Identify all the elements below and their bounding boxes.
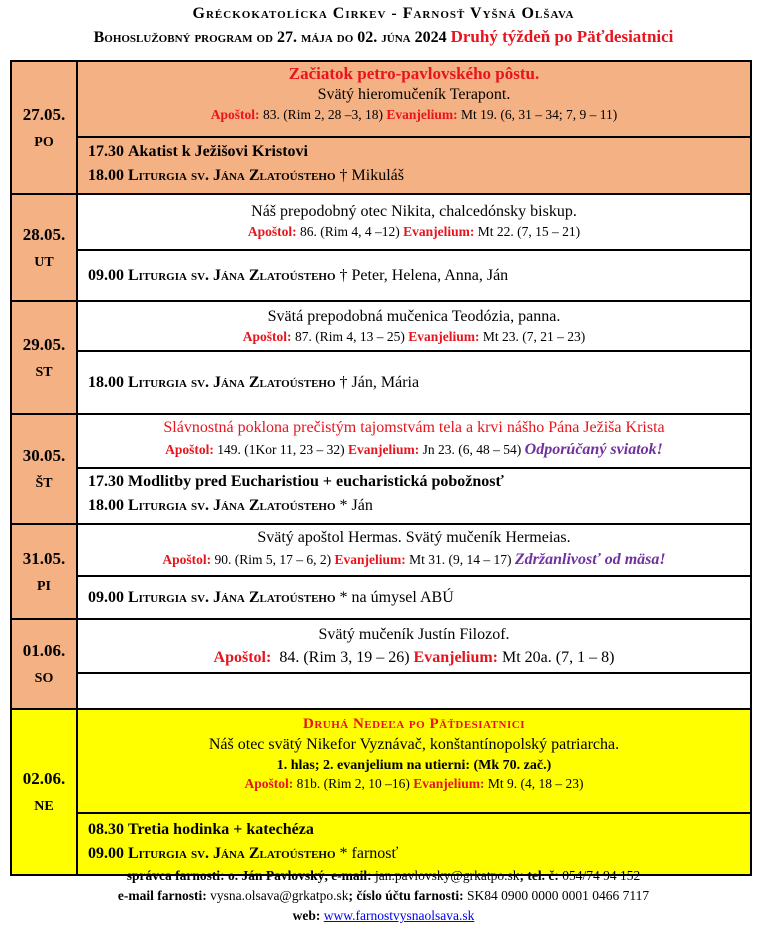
date: 28.05. [22, 224, 66, 244]
liturgical-info [78, 62, 750, 138]
services [78, 469, 750, 518]
tone: 1. hlas; 2. evanjelium na utierni: (Mk 70. zač.) [276, 758, 552, 773]
service-item: 09.00 Liturgia sv. Jána Zlatoústeho * farnosť [88, 845, 399, 862]
services [78, 814, 750, 866]
date-cell [12, 62, 78, 193]
liturgical-info [78, 302, 750, 352]
date-cell [12, 525, 78, 618]
date-cell [12, 620, 78, 708]
service-item: 09.00 Liturgia sv. Jána Zlatoústeho † Peter, Helena, Anna, Ján [88, 266, 509, 284]
services [78, 352, 750, 413]
date-cell [12, 302, 78, 413]
readings: Apoštol: 90. (Rim 5, 17 – 6, 2) Evanjelium: Mt 31. (9, 14 – 17) Zdržanlivosť od mäsa! [162, 551, 666, 568]
week-label: Druhý týždeň po Päťdesiatnici [450, 27, 674, 46]
weekday: ŠT [35, 476, 53, 491]
services [78, 138, 750, 188]
liturgical-info [78, 195, 750, 251]
day-row [12, 62, 750, 195]
page-title: Gréckokatolícka Cirkev - Farnosť Vyšná Olšava [192, 5, 575, 22]
saint-of-day: Náš prepodobný otec Nikita, chalcedónsky biskup. [251, 203, 577, 220]
service-item: 18.00 Liturgia sv. Jána Zlatoústeho † Ján, Mária [88, 373, 420, 391]
web-link[interactable]: www.farnostvysnaolsava.sk [323, 908, 475, 923]
date: 29.05. [22, 334, 66, 354]
liturgical-info [78, 525, 750, 577]
readings: Apoštol: 87. (Rim 4, 13 – 25) Evanjelium: Mt 23. (7, 21 – 23) [242, 329, 586, 344]
date: 02.06. [22, 769, 66, 788]
liturgical-info [78, 620, 750, 674]
footer-line-parish: e-mail farnosti: vysna.olsava@grkatpo.sk; číslo účtu farnosti: SK84 0900 0000 0001 0466 7117 [117, 888, 650, 903]
program-label: Bohoslužobný program od 27. mája do 02. júna 2024 [93, 29, 447, 46]
day-row [12, 710, 750, 874]
date-cell [12, 415, 78, 523]
fast-note: Zdržanlivosť od mäsa! [514, 551, 666, 568]
parish-email: vysna.olsava@grkatpo.sk [210, 888, 349, 903]
feast-title: Začiatok petro-pavlovského pôstu. [288, 64, 540, 83]
saint-of-day: Náš otec svätý Nikefor Vyznávač, konštantínopolský patriarcha. [208, 736, 620, 753]
phone: 054/74 94 152 [562, 868, 641, 883]
service-item: 17.30 Akatist k Ježišovi Kristovi [88, 143, 308, 160]
liturgical-info [78, 710, 750, 814]
weekday: PO [34, 134, 54, 150]
service-item: 09.00 Liturgia sv. Jána Zlatoústeho * na úmysel ABÚ [88, 588, 454, 606]
weekday: UT [34, 254, 54, 270]
feast-note: Odporúčaný sviatok! [524, 441, 663, 458]
day-row [12, 302, 750, 415]
services [78, 577, 750, 618]
date: 31.05. [22, 548, 66, 568]
service-item: 17.30 Modlitby pred Eucharistiou + eucharistická pobožnosť [88, 473, 504, 490]
date-cell [12, 710, 78, 874]
saint-of-day: Svätý hieromučeník Terapont. [317, 86, 511, 103]
service-item: 08.30 Tretia hodinka + katechéza [88, 821, 314, 838]
date: 30.05. [22, 446, 66, 465]
day-row [12, 415, 750, 525]
service-item: 18.00 Liturgia sv. Jána Zlatoústeho * Ján [88, 497, 373, 514]
schedule-table [10, 60, 752, 876]
feast-title: Slávnostná poklona prečistým tajomstvám tela a krvi nášho Pána Ježiša Krista [163, 419, 665, 436]
weekday: PI [37, 578, 51, 594]
readings: Apoštol: 86. (Rim 4, 4 –12) Evanjelium: Mt 22. (7, 15 – 21) [247, 224, 581, 239]
readings: Apoštol: 149. (1Kor 11, 23 – 32) Evanjelium: Jn 23. (6, 48 – 54) Odporúčaný sviatok! [165, 441, 663, 458]
liturgical-info [78, 415, 750, 469]
readings: Apoštol: 84. (Rim 3, 19 – 26) Evanjelium: Mt 20a. (7, 1 – 8) [213, 649, 615, 666]
date: 01.06. [22, 641, 66, 660]
readings: Apoštol: 83. (Rim 2, 28 –3, 18) Evanjelium: Mt 19. (6, 31 – 34; 7, 9 – 11) [210, 107, 618, 122]
date: 27.05. [22, 104, 66, 124]
saint-of-day: Svätá prepodobná mučenica Teodózia, panna. [267, 308, 561, 325]
weekday: ST [35, 364, 53, 380]
day-row [12, 620, 750, 710]
services [78, 251, 750, 300]
admin-email: jan.pavlovsky@grkatpo.sk [375, 868, 520, 883]
program-subtitle [0, 27, 767, 51]
footer [0, 866, 767, 926]
saint-of-day: Svätý mučeník Justín Filozof. [318, 626, 510, 643]
account-number: SK84 0900 0000 0001 0466 7117 [467, 888, 650, 903]
weekday: NE [34, 799, 54, 814]
service-item: 18.00 Liturgia sv. Jána Zlatoústeho † Mikuláš [88, 167, 404, 184]
feast-title: Druhá Nedeľa po Päťdesiatnici [302, 716, 525, 732]
readings: Apoštol: 81b. (Rim 2, 10 –16) Evanjelium: Mt 9. (4, 18 – 23) [244, 776, 584, 791]
weekday: SO [34, 671, 54, 686]
day-row [12, 525, 750, 620]
footer-line-admin: správca farnosti: o. Ján Pavlovský, e-mail: jan.pavlovsky@grkatpo.sk; tel. č: 054/74 94 152 [126, 868, 641, 883]
day-row [12, 195, 750, 302]
footer-line-web: web: www.farnostvysnaolsava.sk [292, 908, 475, 923]
date-cell [12, 195, 78, 300]
saint-of-day: Svätý apoštol Hermas. Svätý mučeník Hermeias. [257, 529, 571, 546]
services-empty [78, 674, 750, 708]
